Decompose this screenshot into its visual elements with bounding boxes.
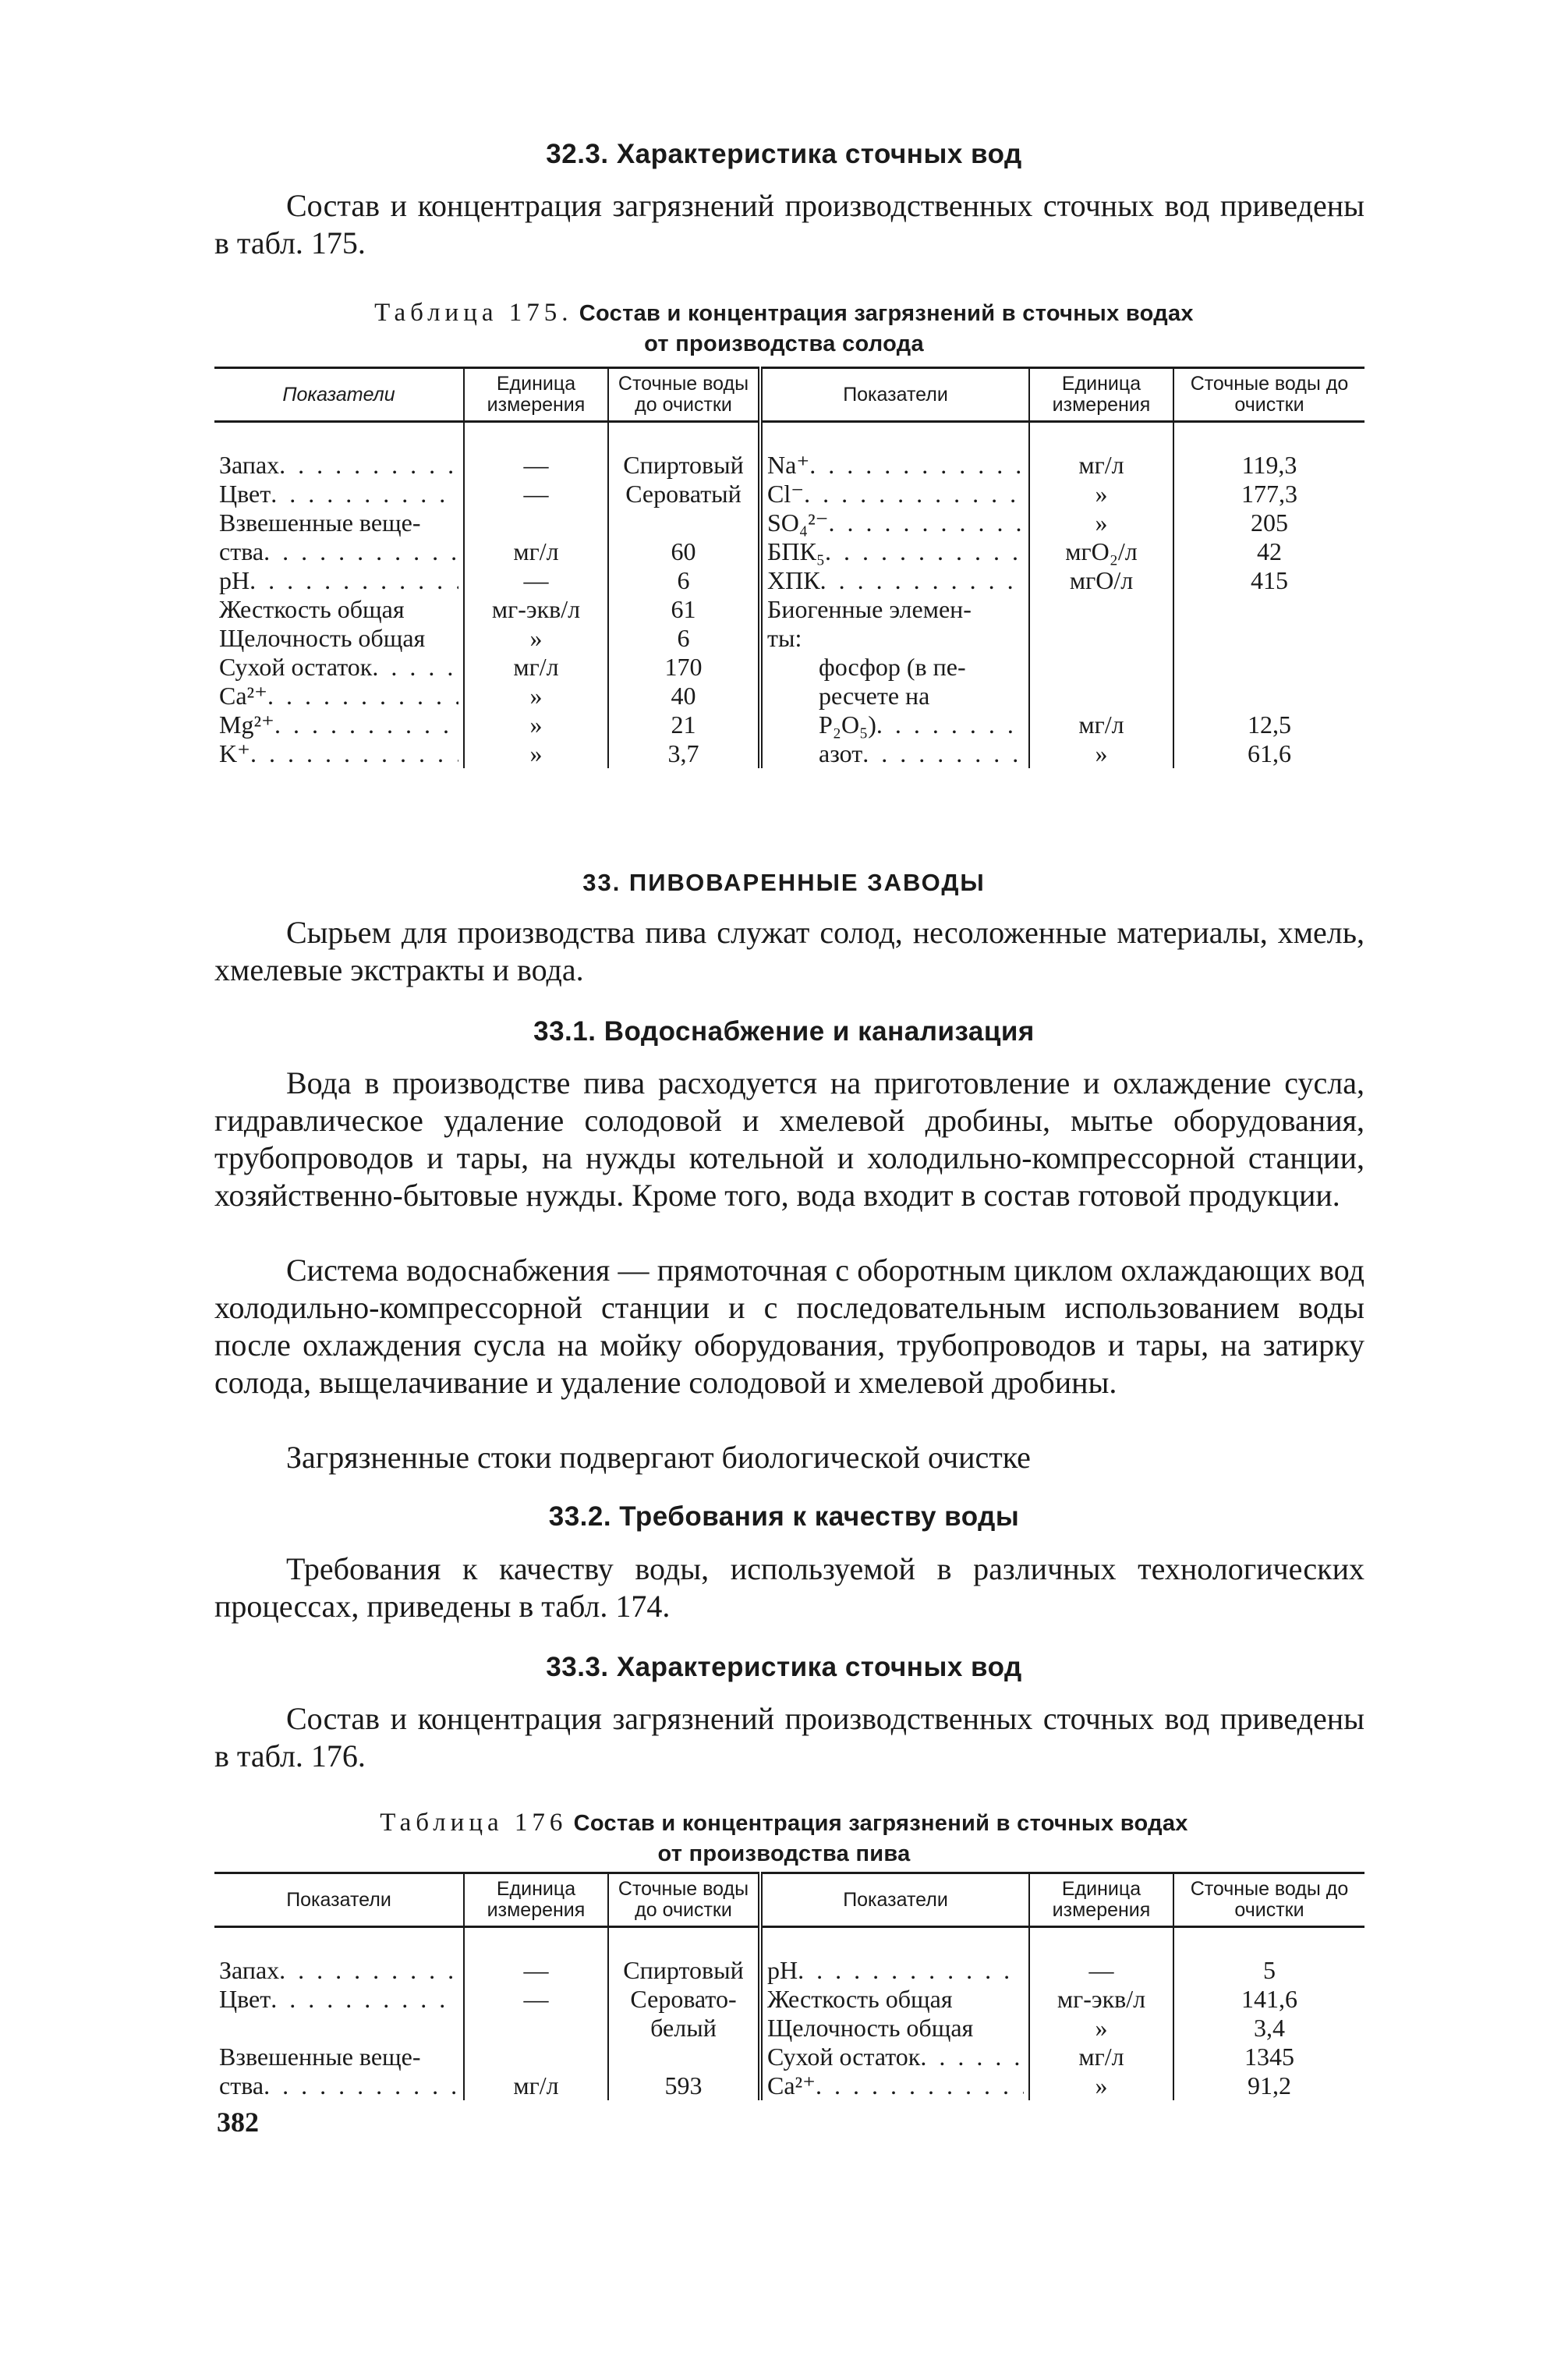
t176-left-units: — — мг/л <box>464 1956 608 2100</box>
t175-col-value-2: Сточные воды до очистки <box>1173 368 1364 422</box>
table-row-name: Ca²⁺ . . . <box>219 682 458 710</box>
table-row-name: Щелочность общая <box>219 624 426 652</box>
t176-col-indicator-2: Показатели <box>760 1873 1029 1927</box>
table-row-name: Жесткость общая <box>767 1985 953 2013</box>
table-176-title-line1: Состав и концентрация загрязнений в сточных водах <box>573 1811 1188 1836</box>
section-32-3-text: Состав и концентрация загрязнений производственных сточных вод приведены в табл. 175. <box>214 188 1364 260</box>
page-number: 382 <box>217 2107 259 2138</box>
t176-right-names <box>760 1956 1029 2100</box>
t175-right-names <box>760 451 1029 768</box>
t175-left-values: Спиртовый Сероватый 60 6 61 6 170 40 21 3,7 <box>608 451 760 768</box>
table-row-name: ты: <box>767 624 802 652</box>
t176-col-unit-2: Единица измерения <box>1029 1873 1173 1927</box>
table-row-name: K⁺ . . . <box>219 739 458 768</box>
section-heading-32-3: 32.3. Характеристика сточных вод <box>546 139 1022 169</box>
table-row-name: SO₄²⁻ . . . <box>767 508 1024 537</box>
table-175-title-line1: Состав и концентрация загрязнений в сточных водах <box>579 301 1194 326</box>
table-row-name: Биогенные элемен- <box>767 595 972 623</box>
table-row-name: pH . . . <box>219 566 458 595</box>
table-row-name: Cl⁻ . . . <box>767 480 1024 508</box>
table-row-name: pH . . . <box>767 1956 1024 1985</box>
table-row-name: ХПК . . . <box>767 566 1024 595</box>
t176-right-units: — мг-экв/л » мг/л » <box>1029 1956 1173 2100</box>
table-176-caption <box>0 1808 1568 1869</box>
t176-left-names <box>214 1956 464 2100</box>
t175-left-units: — — мг/л — мг-экв/л » мг/л » » » <box>464 451 608 768</box>
t175-col-unit: Единица измерения <box>464 368 608 422</box>
table-175-header <box>214 368 1364 422</box>
table-row-name: Цвет . . . <box>219 480 458 508</box>
table-row-name: фосфор (в пе- <box>819 653 966 681</box>
table-row-name: азот . . . <box>767 739 1024 768</box>
section-33-2-text: Требования к качеству воды, используемой в различных технологических процессах, приведены в табл. 174. <box>214 1551 1364 1624</box>
table-176-header <box>214 1873 1364 1927</box>
t175-right-units: мг/л » » мгO₂/л мгO/л мг/л » <box>1029 451 1173 768</box>
table-175-caption <box>0 298 1568 359</box>
table-row-name: Mg²⁺ . . . <box>219 710 458 739</box>
table-176-title-line2: от производства пива <box>657 1841 911 1866</box>
table-row-name: Сухой остаток . . . <box>767 2043 1024 2071</box>
table-row-name: Щелочность общая <box>767 2014 974 2042</box>
t176-col-value-2: Сточные воды до очистки <box>1173 1873 1364 1927</box>
table-row-name: Взвешенные веще- <box>219 508 421 537</box>
table-176 <box>214 1872 1364 2100</box>
t175-col-unit-2: Единица измерения <box>1029 368 1173 422</box>
section-33-1-paragraph-1: Вода в производстве пива расходуется на приготовление и охлаждение сусла, гидравлическое удаление солодовой и хмелевой дробины, мытье оборудования, трубопроводов и тары, на нужды котельной и холодильно-компрессорной станции, хозяйственно-бытовые нужды. Кроме того, вода входит в состав готовой продукции. <box>214 1065 1364 1213</box>
table-175-title-line2: от производства солода <box>644 331 924 356</box>
t176-col-unit: Единица измерения <box>464 1873 608 1927</box>
t175-right-values: 119,3 177,3 205 42 415 12,5 61,6 <box>1173 451 1364 768</box>
table-176-label: Таблица 176 <box>380 1809 568 1837</box>
table-row-name: Сухой остаток . . . <box>219 653 458 682</box>
table-175-body <box>214 451 1364 768</box>
section-33-1-paragraph-2: Система водоснабжения — прямоточная с оборотным циклом охлаждающих вод холодильно-компрессорной станции и с последовательным использованием воды после охлаждения сусла на мойку оборудования, трубопроводов и тары, на затирку солода, выщелачивание и удаление солодовой и хмелевой дробины. <box>214 1253 1364 1400</box>
section-33-1-paragraph-3: Загрязненные стоки подвергают биологической очистке <box>286 1440 1031 1475</box>
table-row-name: Жесткость общая <box>219 595 405 623</box>
t176-col-indicator: Показатели <box>286 1888 391 1911</box>
t176-col-value: Сточные воды до очистки <box>608 1873 760 1927</box>
table-row-name: Взвешенные веще- <box>219 2043 421 2071</box>
section-heading-33-2: 33.2. Требования к качеству воды <box>548 1501 1020 1532</box>
table-176-body <box>214 1956 1364 2100</box>
table-row-name: ресчете на <box>819 682 930 710</box>
section-33-3-text: Состав и концентрация загрязнений производственных сточных вод приведены в табл. 176. <box>214 1701 1364 1773</box>
table-175-label: Таблица 175. <box>374 299 573 327</box>
table-row-name: P₂O₅) . . . <box>767 710 1024 739</box>
table-row-name: ства . . . <box>219 537 458 566</box>
t175-col-value: Сточные воды до очистки <box>608 368 760 422</box>
t175-col-indicator-2: Показатели <box>760 368 1029 422</box>
t175-col-indicator: Показатели <box>282 383 395 406</box>
table-row-name: БПК₅ . . . <box>767 537 1024 566</box>
t176-left-values: Спиртовый Серовато- белый 593 <box>608 1956 760 2100</box>
table-row-name: Na⁺ . . . <box>767 451 1024 480</box>
section-heading-33: 33. ПИВОВАРЕННЫЕ ЗАВОДЫ <box>582 869 986 896</box>
table-row-name: Цвет . . . <box>219 1985 458 2014</box>
table-row-name: Ca²⁺ . . . <box>767 2071 1024 2100</box>
section-33-text: Сырьем для производства пива служат солод, несоложенные материалы, хмель, хмелевые экстракты и вода. <box>214 915 1364 987</box>
section-heading-33-3: 33.3. Характеристика сточных вод <box>546 1652 1022 1682</box>
t176-right-values: 5 141,6 3,4 1345 91,2 <box>1173 1956 1364 2100</box>
table-175 <box>214 367 1364 768</box>
table-row-name: Запах . . . <box>219 1956 458 1985</box>
t175-left-names <box>214 451 464 768</box>
section-heading-33-1: 33.1. Водоснабжение и канализация <box>533 1016 1035 1047</box>
table-row-name: Запах . . . <box>219 451 458 480</box>
table-row-name: ства . . . <box>219 2071 458 2100</box>
